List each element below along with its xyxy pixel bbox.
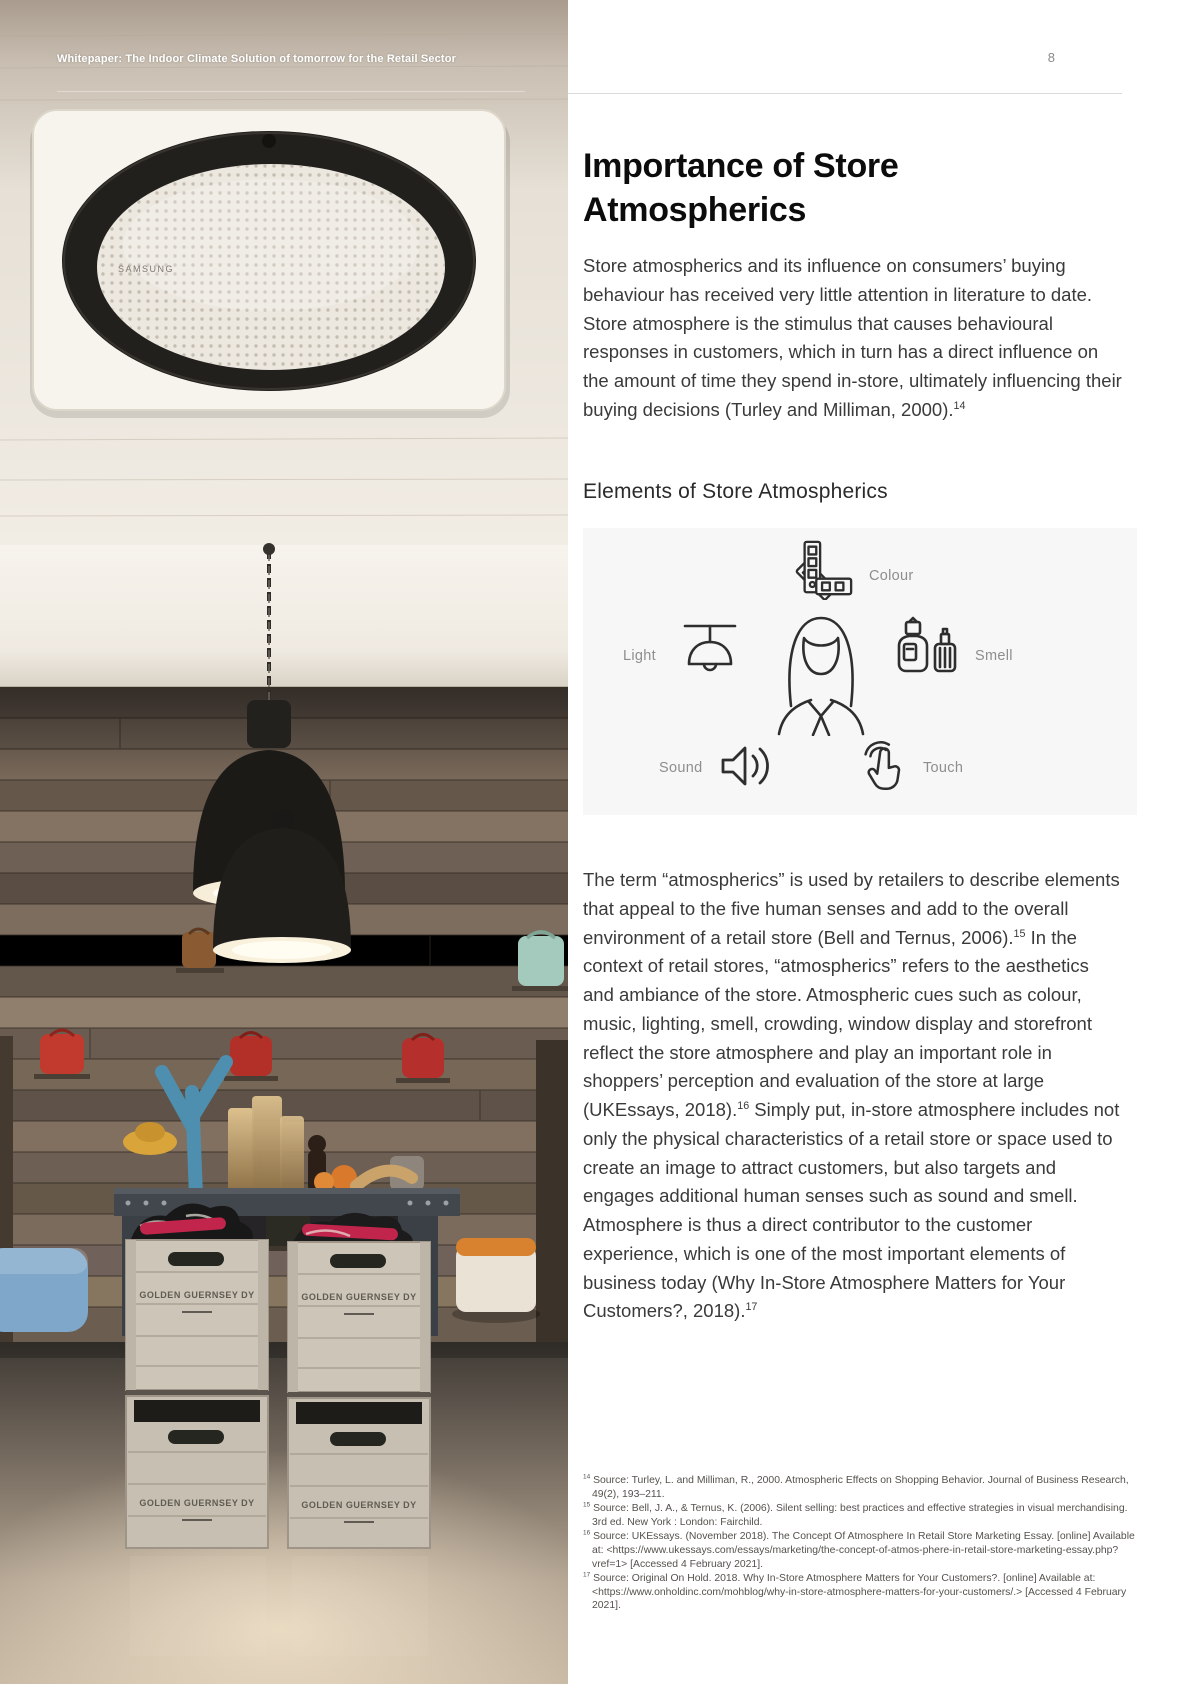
samsung-logo: SAMSUNG [118,264,175,274]
page-title: Importance of Store Atmospherics [583,147,899,230]
running-header: Whitepaper: The Indoor Climate Solution of tomorrow for the Retail Sector [57,53,457,65]
footnote-text: Source: UKEssays. (November 2018). The Concept Of Atmosphere In Retail Store Marketing Essay. [online] Available at: <https://www.ukessays.com/essays/marketing/the-concept-of-atmos-phere-in-retail-store-marketing-essay.php?vref=1> [Accessed 4 February 2021]. [592,1530,1135,1570]
atmospherics-diagram [583,528,1137,815]
crate-label: GOLDEN GUERNSEY DY [139,1498,255,1508]
footnote-number: 14 [583,1473,591,1481]
footnote-text: Source: Turley, L. and Milliman, R., 2000. Atmospheric Effects on Shopping Behavior. Journal of Business Research, 49(2), 193–211. [592,1475,1129,1500]
main-paragraph: The term “atmospherics” is used by retailers to describe elements that appeal to the five human senses and add to the overall environment of a retail store (Bell and Ternus, 2006).$^{15}$ In the context of retail stores, “atmospherics” refers to the aesthetics and ambiance of the store. Atmospheric cues such as colour, music, lighting, smell, crowding, window display and storefront reflect the store atmosphere and play an important role in shoppers’ perception and evaluation of the store at large (UKEssays, 2018).$^{16}$ Simply put, in-store atmosphere includes not only the physical characteristics of a retail store or space used to create an image to attract customers, but also targets and engages additional human senses such as sound and smell. Atmosphere is thus a direct contributor to the customer experience, which is one of the most important elements of business today (Why In-Store Atmosphere Matters for Your Customers?, 2018).$^{17}$ [583,869,1120,1322]
footnote-text: Source: Bell, J. A., & Ternus, K. (2006). Silent selling: best practices and effective strategies in visual merchandising. 3rd ed. New York : London: Fairchild. [592,1502,1128,1528]
footnote-number: 17 [583,1571,591,1579]
footnote-number: 15 [583,1501,591,1509]
footnote-number: 16 [583,1529,591,1537]
bulkhead [0,545,568,687]
floor [0,1342,568,1684]
colour-label: Colour [869,568,914,584]
tap-hand-icon [853,732,915,796]
light-label: Light [623,648,656,664]
header-divider [568,93,1122,94]
running-header-rule [57,91,525,92]
section-heading: Elements of Store Atmospherics [583,480,888,503]
intro-paragraph: Store atmospherics and its influence on consumers’ buying behaviour has received very little attention in literature to date. Store atmosphere is the stimulus that causes behavioural responses in customers, which in turn has a direct influence on the amount of time they spend in-store, ultimately influencing their buying decisions (Turley and Milliman, 2000).$^{14}$ [583,255,1122,420]
crate-label: GOLDEN GUERNSEY DY [301,1292,417,1302]
pendant-light-icon [677,616,743,678]
store-photo [0,0,568,1684]
footnotes [583,1474,1137,1613]
article-column [568,0,1191,1684]
footnote [583,1572,1137,1614]
right-pillar [536,1040,568,1342]
footnote [583,1502,1137,1530]
smell-label: Smell [975,648,1013,664]
footnote-text: Source: Original On Hold. 2018. Why In-Store Atmosphere Matters for Your Customers?. [online] Available at: <https://www.onholdinc.com/mohblog/why-in-store-atmosphere-matters-for-your-customers/.> [Accessed 4 February 2021]. [592,1572,1127,1612]
shopper-icon [771,608,871,736]
speaker-icon [715,734,781,798]
sound-label: Sound [659,760,703,776]
footnote [583,1474,1137,1502]
crate-label: GOLDEN GUERNSEY DY [139,1290,255,1300]
ac-screw [262,134,276,148]
perfume-bottles-icon [889,616,967,680]
ac-unit [30,110,510,418]
colour-swatches-icon [793,538,855,600]
store-photo-art [0,0,568,1684]
footnote [583,1530,1137,1572]
crate-label: GOLDEN GUERNSEY DY [301,1500,417,1510]
touch-label: Touch [923,760,964,776]
page-number: 8 [1047,50,1055,65]
